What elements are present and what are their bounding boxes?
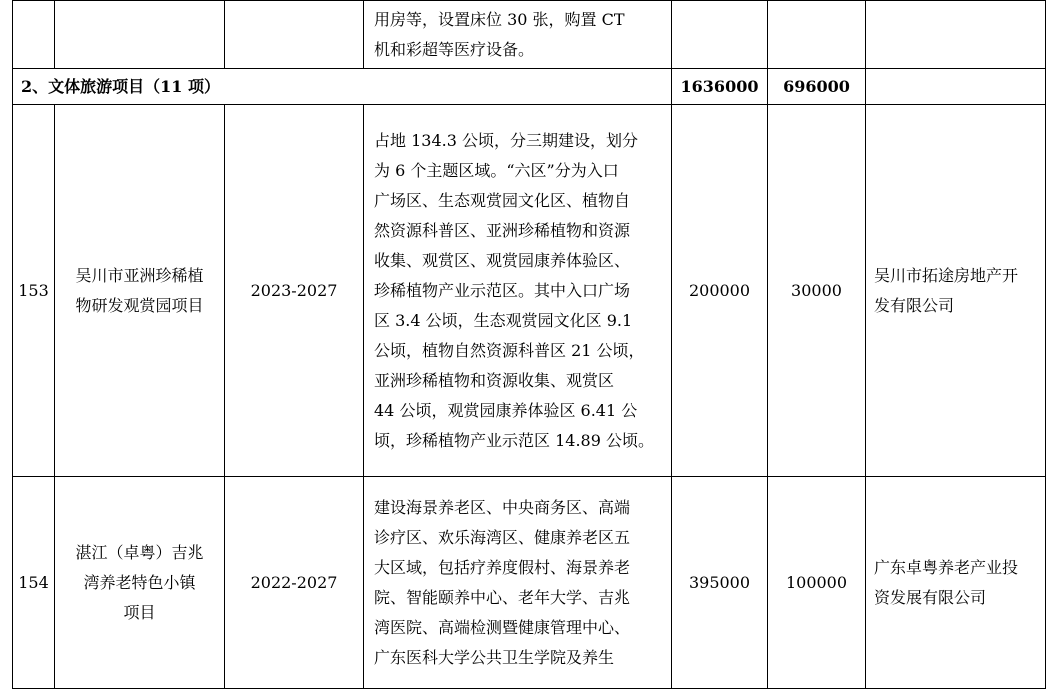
cell-period: 2023-2027 xyxy=(225,105,364,477)
section-total-investment: 1636000 xyxy=(672,69,768,105)
desc-line: 广场区、生态观赏园文化区、植物自 xyxy=(374,190,631,210)
desc-line: 顷，珍稀植物产业示范区 14.89 公顷。 xyxy=(374,430,654,450)
project-table xyxy=(12,0,1046,689)
cell-total xyxy=(672,1,768,69)
name-line: 湛江（卓粤）吉兆 xyxy=(75,542,204,562)
cell-no: 153 xyxy=(13,105,55,477)
cell-description xyxy=(364,477,672,689)
desc-line: 机和彩超等医疗设备。 xyxy=(374,39,535,59)
desc-line: 占地 134.3 公顷，分三期建设，划分 xyxy=(374,130,638,150)
table-row xyxy=(13,1,1046,69)
cell-no xyxy=(13,1,55,69)
cell-name xyxy=(55,1,225,69)
table-row xyxy=(13,477,1046,689)
cell-owner xyxy=(866,477,1046,689)
desc-line: 亚洲珍稀植物和资源收集、观赏区 xyxy=(374,370,615,390)
owner-line: 广东卓粤养老产业投 xyxy=(874,557,1019,577)
name-line: 项目 xyxy=(123,602,156,622)
owner-line: 资发展有限公司 xyxy=(874,587,987,607)
cell-period xyxy=(225,1,364,69)
cell-annual: 30000 xyxy=(768,105,866,477)
name-line: 湾养老特色小镇 xyxy=(83,572,196,592)
section-row xyxy=(13,69,1046,105)
desc-line: 区 3.4 公顷，生态观赏园文化区 9.1 xyxy=(374,310,633,330)
cell-name xyxy=(55,105,225,477)
desc-line: 收集、观赏区、观赏园康养体验区、 xyxy=(374,250,631,270)
cell-annual xyxy=(768,1,866,69)
section-label: 2、文体旅游项目（11 项） xyxy=(13,69,672,105)
desc-line: 诊疗区、欢乐海湾区、健康养老区五 xyxy=(374,527,631,547)
desc-line: 建设海景养老区、中央商务区、高端 xyxy=(374,497,631,517)
desc-line: 用房等，设置床位 30 张，购置 CT xyxy=(374,9,625,29)
cell-description xyxy=(364,105,672,477)
cell-name xyxy=(55,477,225,689)
cell-annual: 100000 xyxy=(768,477,866,689)
desc-line: 大区域，包括疗养度假村、海景养老 xyxy=(374,557,631,577)
name-line: 物研发观赏园项目 xyxy=(75,295,204,315)
owner-line: 发有限公司 xyxy=(874,295,955,315)
desc-line: 院、智能颐养中心、老年大学、吉兆 xyxy=(374,587,631,607)
owner-line: 吴川市拓途房地产开 xyxy=(874,265,1019,285)
cell-no: 154 xyxy=(13,477,55,689)
cell-owner xyxy=(866,105,1046,477)
desc-line: 广东医科大学公共卫生学院及养生 xyxy=(374,647,615,667)
cell-owner xyxy=(866,1,1046,69)
section-owner-empty xyxy=(866,69,1046,105)
desc-line: 为 6 个主题区域。“六区”分为入口 xyxy=(374,160,619,180)
cell-description xyxy=(364,1,672,69)
table-row xyxy=(13,105,1046,477)
name-line: 吴川市亚洲珍稀植 xyxy=(75,265,204,285)
cell-total: 200000 xyxy=(672,105,768,477)
cell-period: 2022-2027 xyxy=(225,477,364,689)
desc-line: 公顷，植物自然资源科普区 21 公顷， xyxy=(374,340,645,360)
desc-line: 然资源科普区、亚洲珍稀植物和资源 xyxy=(374,220,631,240)
desc-line: 湾医院、高端检测暨健康管理中心、 xyxy=(374,617,631,637)
section-planned-investment: 696000 xyxy=(768,69,866,105)
desc-line: 珍稀植物产业示范区。其中入口广场 xyxy=(374,280,631,300)
desc-line: 44 公顷，观赏园康养体验区 6.41 公 xyxy=(374,400,638,420)
cell-total: 395000 xyxy=(672,477,768,689)
